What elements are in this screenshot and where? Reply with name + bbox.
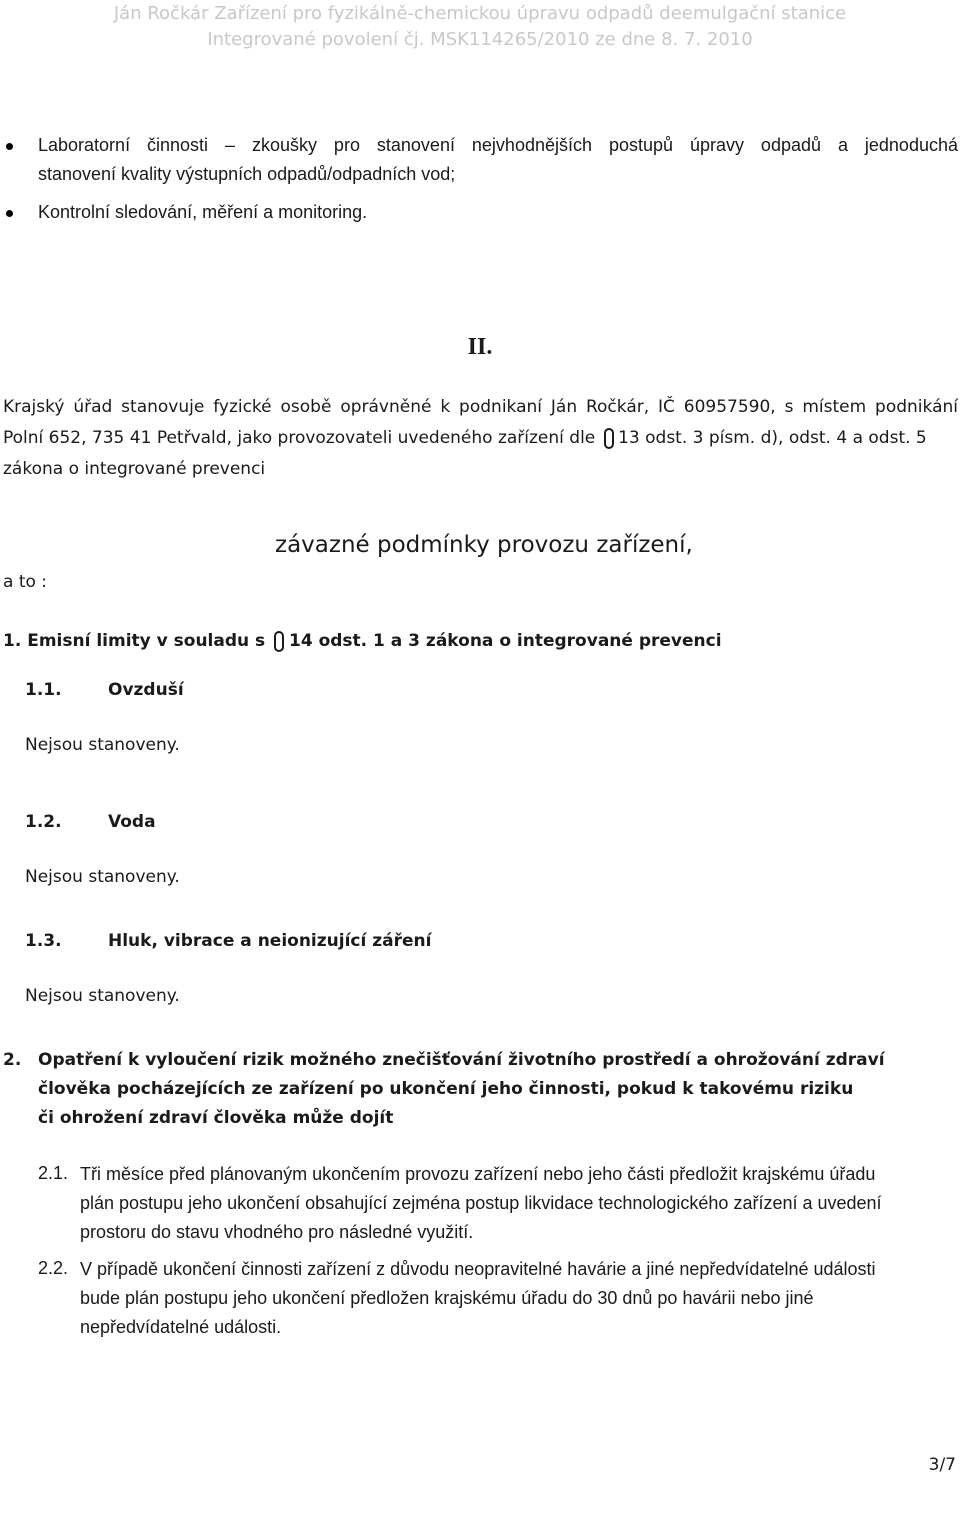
item-title: Hluk, vibrace a neionizující záření (108, 931, 432, 951)
conditions-subtitle: závazné podmínky provozu zařízení, (275, 532, 693, 558)
item-number: 1.3. (25, 931, 62, 951)
item-line: plán postupu jeho ukončení obsahující zejména postup likvidace technologického zařízení a uvedení (80, 1193, 882, 1213)
item-number: 1.2. (25, 812, 62, 832)
intro-line-part: 13 odst. 3 písm. d), odst. 4 a odst. 5 (618, 428, 927, 448)
bullet-line: Laboratorní činnosti – zkoušky pro stanovení nejvhodnějších postupů úpravy odpadů a jednoduchá (38, 135, 958, 155)
item-number: 1.1. (25, 680, 62, 700)
item-line: nepředvídatelné události. (80, 1317, 282, 1337)
bullet-text (38, 131, 958, 189)
page-number: 3/7 (928, 1455, 956, 1475)
intro-line: Krajský úřad stanovuje fyzické osobě oprávněné k podnikaní Ján Ročkár, IČ 60957590, s místem podnikání (3, 397, 958, 417)
item-number: 2.1. (38, 1163, 69, 1183)
bullet-text (38, 198, 958, 227)
bullet-icon (6, 210, 13, 217)
section-sign-icon (271, 629, 283, 651)
item-title: Ovzduší (108, 680, 184, 700)
item-text: Nejsou stanoveny. (25, 735, 180, 755)
intro-line: zákona o integrované prevenci (3, 459, 266, 479)
intro-line-part: Polní 652, 735 41 Petřvald, jako provozovateli uvedeného zařízení dle (3, 428, 596, 448)
section-number: II. (467, 334, 493, 360)
header-title: Ján Ročkár Zařízení pro fyzikálně-chemickou úpravu odpadů deemulgační stanice (113, 3, 847, 24)
bullet-line: Kontrolní sledování, měření a monitoring. (38, 202, 368, 222)
part2-number: 2. (3, 1050, 22, 1070)
part1-heading-part: 1. Emisní limity v souladu s (3, 631, 266, 651)
item-line: Tři měsíce před plánovaným ukončením provozu zařízení nebo jeho části předložit krajskému úřadu (80, 1164, 876, 1184)
item-text (80, 1255, 958, 1342)
section-sign-icon (601, 426, 613, 448)
part2-heading-line: Opatření k vyloučení rizik možného znečišťování životního prostředí a ohrožování zdraví (38, 1050, 885, 1070)
item-text: Nejsou stanoveny. (25, 986, 180, 1006)
bullet-line: stanovení kvality výstupních odpadů/odpadních vod; (38, 164, 456, 184)
item-number: 2.2. (38, 1258, 69, 1278)
item-text: Nejsou stanoveny. (25, 867, 180, 887)
part1-heading (3, 629, 722, 653)
part2-heading (38, 1046, 958, 1133)
intro-line (3, 423, 958, 454)
part2-heading-line: člověka pocházejících ze zařízení po ukončení jeho činnosti, pokud k takovému riziku (38, 1079, 854, 1099)
header-permit-reference: Integrované povolení čj. MSK114265/2010 ze dne 8. 7. 2010 (207, 29, 753, 50)
bullet-icon (6, 143, 13, 150)
part1-heading-part: 14 odst. 1 a 3 zákona o integrované prevenci (289, 631, 722, 651)
part2-heading-line: či ohrožení zdraví člověka může dojít (38, 1108, 394, 1128)
item-line: V případě ukončení činnosti zařízení z důvodu neopravitelné havárie a jiné nepředvídatelné události (80, 1259, 876, 1279)
section-intro-paragraph (3, 392, 958, 485)
item-text (80, 1160, 958, 1247)
item-line: bude plán postupu jeho ukončení předložen krajskému úřadu do 30 dnů po havárii nebo jiné (80, 1288, 814, 1308)
ato-label: a to : (3, 572, 48, 592)
item-title: Voda (108, 812, 156, 832)
item-line: prostoru do stavu vhodného pro následné využití. (80, 1222, 474, 1242)
